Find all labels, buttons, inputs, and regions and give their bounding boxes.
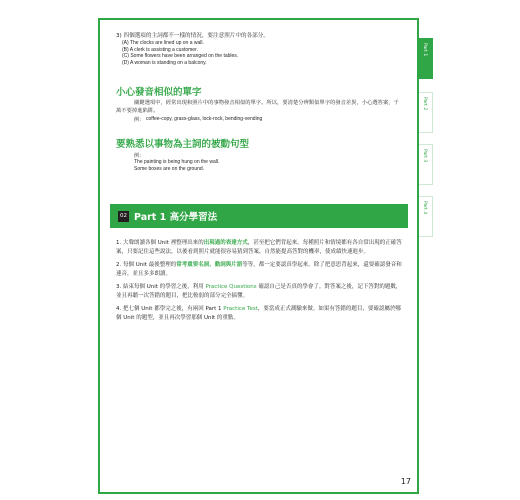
option-d: (D) A woman is standing on a balcony. xyxy=(122,59,207,66)
page-number: 17 xyxy=(400,477,411,486)
section-heading-similar-sounds: 小心發音相似的單字 xyxy=(116,87,202,98)
option-a: (A) The clocks are lined up on a wall. xyxy=(122,40,204,46)
tip-item xyxy=(116,261,404,278)
side-tab-part2[interactable]: Part 2 xyxy=(419,92,433,133)
tip-highlight: Practice Questions xyxy=(205,284,257,290)
tip-text-pre: 把七個 Unit 都學完之後，有兩回 Part 1 xyxy=(123,306,224,312)
tip-item xyxy=(116,305,404,322)
section-heading-passive: 要熟悉以事物為主詞的被動句型 xyxy=(116,139,250,150)
tip-text-post: ，甚至把它們背起來。每種照片和情境都有各自常出現的正確答案，只要記住這些說法，以後看到照片就能很容易猜到答案，自然能提高答對的機率，使成績快速進步。 xyxy=(116,240,402,255)
side-tab-part1[interactable]: Part 1 xyxy=(419,38,433,79)
tip-text-pre: 每個 Unit 最後整理的 xyxy=(123,262,177,268)
example-text: coffee-copy, grass-glass, lock-rock, bending-vending xyxy=(146,116,263,122)
tip-text-pre: 大聲朗讀各個 Unit 裡整理出來的 xyxy=(123,240,204,246)
example-passive-1: The painting is being hung on the wall. xyxy=(134,159,220,165)
page-frame xyxy=(98,18,419,494)
tip-highlight: Practice Test xyxy=(223,306,258,312)
tip-item xyxy=(116,283,404,300)
option-c: (C) Some flowers have been arranged on the tables. xyxy=(122,53,239,59)
section-body-similar-sounds: 關鍵選項中，經常出現和照片中的事物發音相似的單字。所以，要清楚分辨類似單字的發音差異，小心選答案，千萬不要掉進陷阱。 xyxy=(116,100,399,114)
example-label-passive: 例： xyxy=(134,153,145,159)
tip-number: 1. xyxy=(116,240,122,246)
side-tab-part4[interactable]: Part 4 xyxy=(419,196,433,237)
tip-highlight: 出現過的表達方式 xyxy=(203,240,248,246)
tip-item xyxy=(116,239,404,256)
tip-text-pre: 結束每個 Unit 的學習之後，利用 xyxy=(123,284,206,290)
question-title: 3) 四個選項的主詞都不一樣的情況，要注意照片中的各部分。 xyxy=(116,33,269,39)
side-tab-part3[interactable]: Part 3 xyxy=(419,144,433,185)
section-number-badge: 02 xyxy=(118,211,129,222)
tip-text-post: 確認自己是否真的學會了。對答案之後，記下答對的題數，並且再聽一次答錯的題目，把比較弱的部分完全搞懂。 xyxy=(116,284,402,299)
tip-number: 2. xyxy=(116,262,122,268)
example-passive-2: Some boxes are on the ground. xyxy=(134,166,205,172)
section-banner xyxy=(110,204,408,228)
side-tab-strip xyxy=(419,18,435,494)
tip-highlight: 常考重要名詞、動詞與片語 xyxy=(176,262,243,268)
tip-number: 3. xyxy=(116,284,122,290)
tips-list xyxy=(116,239,404,327)
tip-text-post: 等等，都一定要認真學起來。除了把意思背起來，還要確認發音和連音，並且多多朗讀。 xyxy=(116,262,402,277)
section-banner-title: Part 1 高分學習法 xyxy=(134,212,218,223)
option-b: (B) A clerk is assisting a customer. xyxy=(122,46,198,53)
example-label: 例： xyxy=(134,117,145,123)
tip-text-post: ，要當成正式測驗來做。如果有答錯的題目，要確認屬於哪個 Unit 的題型，並且再次學習那個 Unit 的重點。 xyxy=(116,306,401,321)
question-block xyxy=(116,32,406,66)
tip-number: 4. xyxy=(116,306,122,312)
